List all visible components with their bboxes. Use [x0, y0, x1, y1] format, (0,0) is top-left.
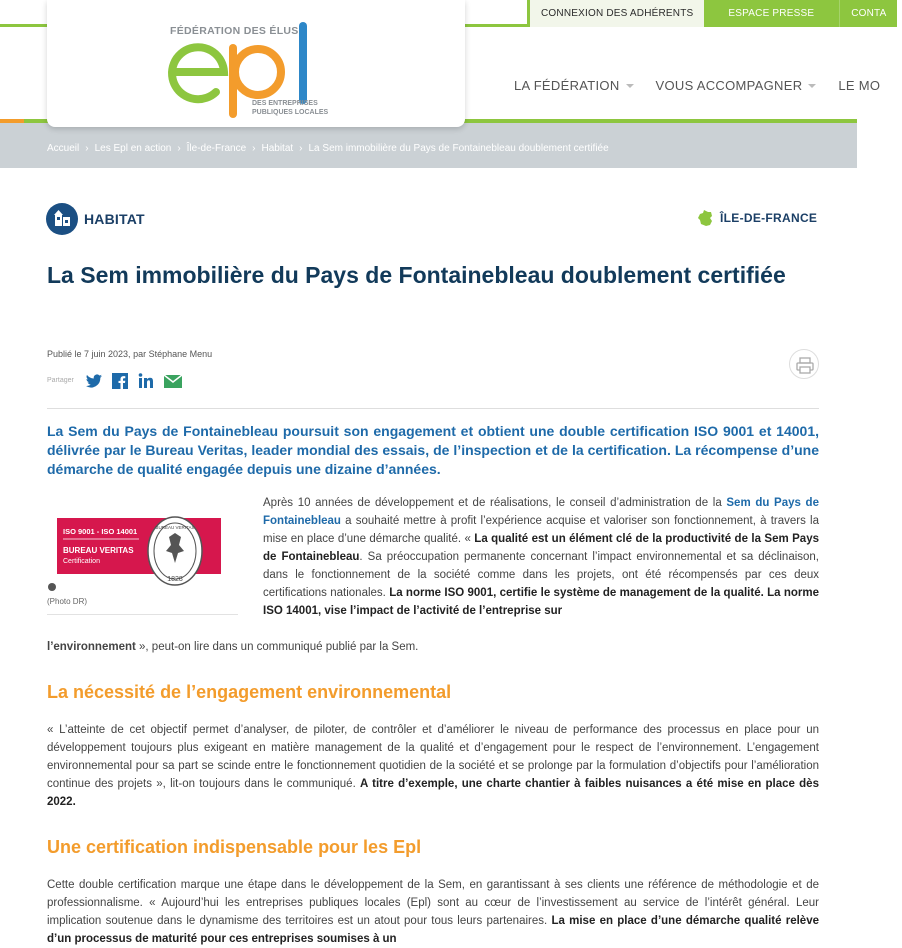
breadcrumb-band — [0, 123, 857, 168]
nav-item-federation[interactable] — [514, 78, 634, 93]
twitter-icon[interactable] — [85, 372, 103, 390]
chevron-down-icon — [626, 84, 634, 88]
nav-item-accompagner[interactable] — [656, 78, 817, 93]
nav-item-label: LA FÉDÉRATION — [514, 78, 620, 93]
share-buttons — [85, 372, 181, 390]
site-logo[interactable] — [47, 0, 465, 127]
breadcrumb-separator: › — [177, 143, 181, 154]
breadcrumb-region[interactable]: Île-de-France — [186, 143, 247, 154]
seal-year: 1828 — [167, 576, 183, 583]
breadcrumb-current: La Sem immobilière du Pays de Fontainebleau doublement certifiée — [308, 143, 609, 154]
cert-line-2: BUREAU VERITAS — [63, 546, 134, 555]
page-title: La Sem immobilière du Pays de Fontainebleau doublement certifiée — [47, 262, 786, 288]
bold-text: La norme ISO 9001, certifie le système de management de la qualité. La norme ISO 14001, vise l’impact de l’activité de l’entreprise sur — [263, 587, 820, 617]
text-run: Cette double certification marque une étape dans le développement de la Sem, en garantissant à ses clients une référence de méthodologie et de professionnalisme. « Aujourd’hui les entreprises publiques locales (Epl) sont au cœur de l’investissement au service de l’intérêt général. Leur implication soutenue dans le dynamisme des territoires est un atout pour tous leurs partenaires. — [47, 879, 819, 927]
member-login-link[interactable]: CONNEXION DES ADHÉRENTS — [527, 0, 704, 27]
article-lead: La Sem du Pays de Fontainebleau poursuit son engagement et obtient une double certification ISO 9001 et 14001, délivrée par le Bureau Veritas, leader mondial des essais, de l’inspection et de la certification. La récompense d’une démarche de qualité engagée depuis une dizaine d’années. — [47, 423, 819, 477]
nav-item-more[interactable] — [838, 78, 880, 93]
chevron-down-icon — [808, 84, 816, 88]
article-figure — [47, 497, 238, 615]
region-label[interactable]: ÎLE-DE-FRANCE — [720, 211, 818, 225]
logo-top-text: FÉDÉRATION DES ÉLUS — [170, 25, 299, 37]
print-button[interactable] — [789, 349, 819, 379]
bold-text: La qualité est un élément clé de la productivité de la Sem Pays de Fontainebleau — [263, 533, 819, 563]
breadcrumb-separator: › — [299, 143, 303, 154]
printer-icon — [790, 350, 820, 380]
press-space-link[interactable]: ESPACE PRESSE — [704, 0, 839, 27]
email-icon[interactable] — [163, 372, 181, 390]
house-icon[interactable] — [46, 203, 78, 235]
caption-divider — [47, 614, 238, 615]
breadcrumb-home[interactable]: Accueil — [47, 143, 80, 154]
breadcrumb — [47, 143, 609, 154]
section-heading-environment: La nécessité de l’engagement environnemental — [47, 682, 452, 702]
breadcrumb-habitat[interactable]: Habitat — [261, 143, 294, 154]
breadcrumb-separator: › — [85, 143, 89, 154]
seal-top-text: BUREAU VERITAS — [155, 525, 195, 530]
category-label[interactable]: HABITAT — [84, 211, 145, 227]
article-paragraph-1 — [263, 494, 819, 620]
linkedin-icon[interactable] — [137, 372, 155, 390]
section-heading-certification: Une certification indispensable pour les Epl — [47, 837, 422, 857]
certification-image — [47, 497, 238, 587]
share-label: Partager — [47, 377, 74, 384]
breadcrumb-separator: › — [252, 143, 256, 154]
breadcrumb-epl-action[interactable]: Les Epl en action — [94, 143, 172, 154]
contact-link[interactable]: CONTA — [839, 0, 897, 27]
sem-link[interactable]: Sem du Pays de Fontainebleau — [263, 497, 819, 527]
utility-links — [527, 0, 897, 27]
nav-item-label: LE MO — [838, 78, 881, 93]
main-nav — [514, 78, 902, 93]
logo-sub-line-1: DES ENTREPRISES — [252, 100, 318, 107]
text-run: « L’atteinte de cet objectif permet d’analyser, de piloter, de contrôler et d’améliorer le niveau de performance des processus en place pour un développement toujours plus exigeant en matière management de la qualité et d’engagement pour le respect de l’environnement. L’engagement environnemental pour sa part se scinde entre le fonctionnement quotidien de la société et se prolonge par la formulation d’objectifs pour l’amélioration continue des projets », lit-on toujours dans le communiqué. — [47, 724, 819, 790]
text-run: Après 10 années de développement et de réalisations, le conseil d’administration de la — [263, 497, 727, 509]
text-run: a souhaité mettre à profit l’expérience acquise et valoriser son fonctionnement, à travers la mise en place d’une démarche qualité. « — [263, 515, 819, 545]
cert-line-1: ISO 9001 - ISO 14001 — [63, 527, 138, 536]
nav-item-label: VOUS ACCOMPAGNER — [655, 78, 803, 93]
bold-text: La mise en place d’une démarche qualité relève d’un processus de maturité pour ces entreprises soumises à un — [47, 915, 819, 945]
text-run: », peut-on lire dans un communiqué publié par la Sem. — [135, 641, 419, 653]
article-paragraph-2 — [47, 721, 819, 811]
bold-text: l’environnement — [47, 641, 136, 653]
france-map-icon — [697, 209, 715, 227]
article-paragraph-1-tail — [47, 638, 819, 656]
facebook-icon[interactable] — [111, 372, 129, 390]
figure-caption: (Photo DR) — [47, 597, 88, 606]
bold-text: A titre d’exemple, une charte chantier à faibles nuisances a été mise en place dès 2022. — [47, 778, 819, 808]
cert-line-3: Certification — [63, 558, 100, 565]
article-paragraph-3 — [47, 876, 819, 948]
publish-meta: Publié le 7 juin 2023, par Stéphane Menu — [47, 349, 213, 359]
text-run: . Sa préoccupation permanente concernant l’impact environnemental et sa déclinaison, dans le fonctionnement de la société comme dans les projets, ont été récompensés par ces deux certifications nationales. — [263, 551, 820, 599]
divider — [47, 408, 819, 409]
epl-logo-icon — [47, 0, 465, 127]
logo-sub-line-2: PUBLIQUES LOCALES — [252, 109, 329, 116]
